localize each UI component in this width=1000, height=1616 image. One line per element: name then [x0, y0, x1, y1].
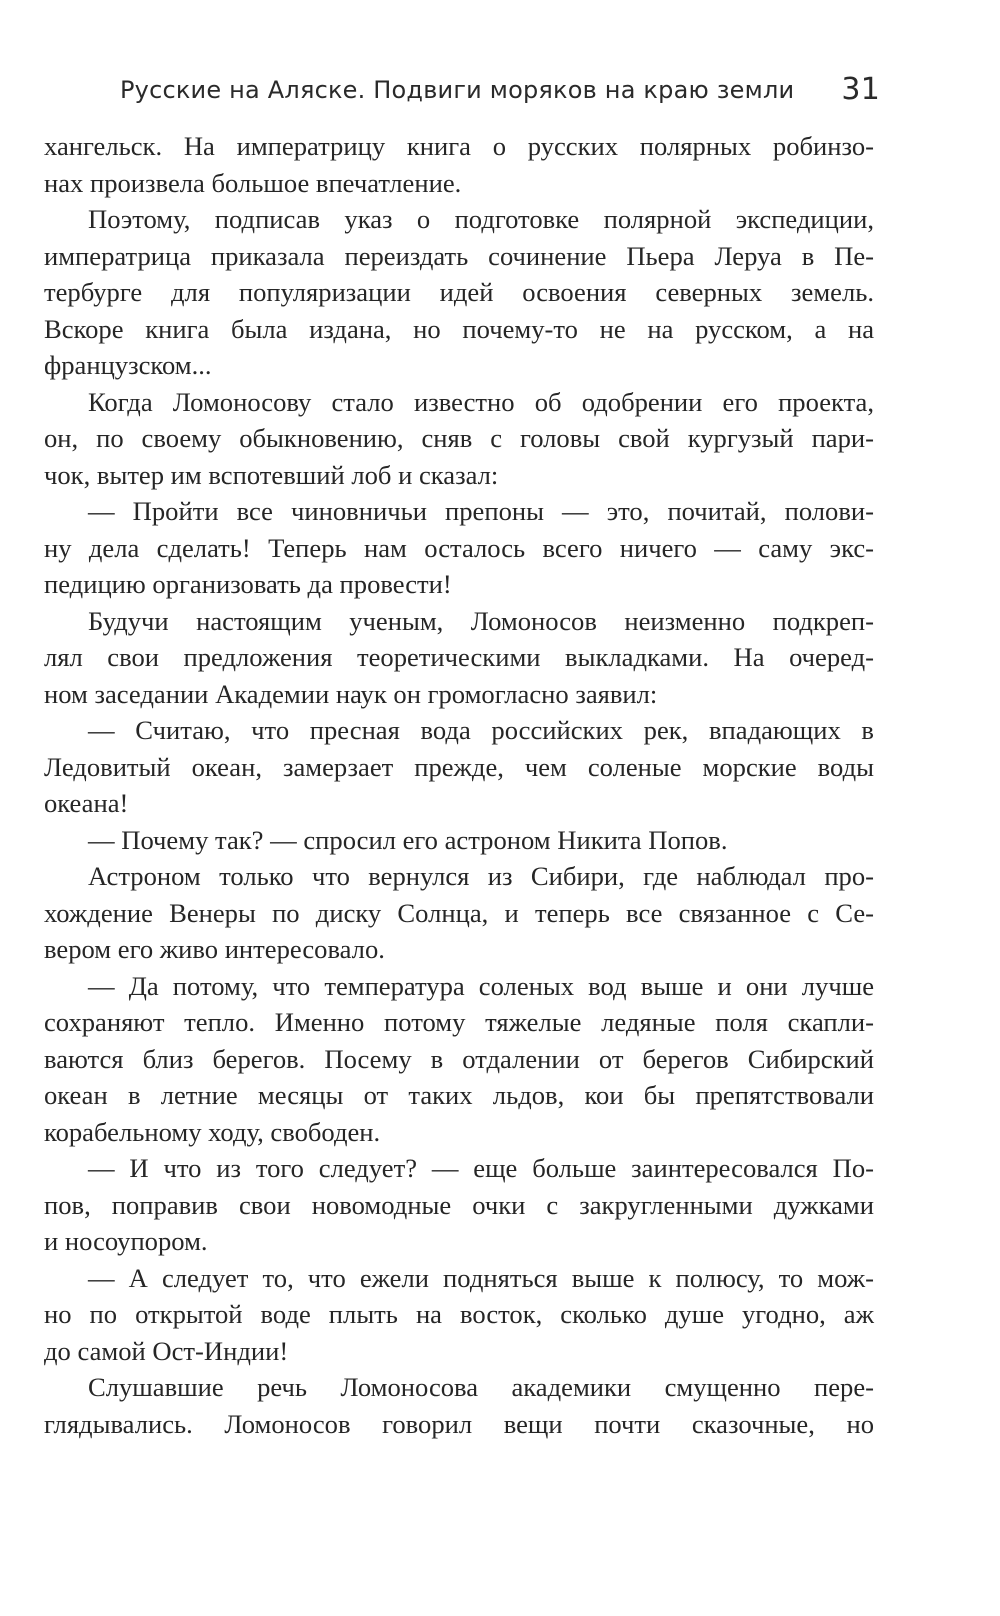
- text-line: Будучи настоящим ученым, Ломоносов неизменно подкреп-: [88, 605, 874, 636]
- text-line: Вскоре книга была издана, но почему-то не на русском, а на: [44, 313, 874, 344]
- text-line: — Считаю, что пресная вода российских рек, впадающих в: [88, 715, 874, 745]
- running-head: [120, 70, 880, 114]
- text-line: — И что из того следует? — еще больше заинтересовался По-: [88, 1153, 874, 1183]
- text-line: Когда Ломоносову стало известно об одобрении его проекта,: [88, 386, 874, 417]
- text-line: педицию организовать да провести!: [44, 569, 452, 599]
- text-line: хангельск. На императрицу книга о русских полярных робинзо-: [44, 131, 874, 161]
- text-line: тербурге для популяризации идей освоения северных земель.: [44, 277, 874, 307]
- text-line: Астроном только что вернулся из Сибири, где наблюдал про-: [88, 861, 874, 891]
- text-line: императрица приказала переиздать сочинение Пьера Леруа в Пе-: [44, 240, 874, 271]
- text-line: океана!: [44, 788, 129, 818]
- text-line: корабельному ходу, свободен.: [44, 1116, 381, 1147]
- text-line: Слушавшие речь Ломоносова академики смущенно пере-: [88, 1372, 874, 1402]
- text-line: ном заседании Академии наук он громогласно заявил:: [44, 678, 658, 709]
- text-line: ваются близ берегов. Посему в отдалении от берегов Сибирский: [44, 1043, 874, 1074]
- text-line: нах произвела большое впечатление.: [44, 167, 462, 198]
- text-line: чок, вытер им вспотевший лоб и сказал:: [44, 459, 499, 490]
- page-number: 31: [841, 72, 880, 107]
- text-line: но по открытой воде плыть на восток, сколько душе угодно, аж: [44, 1299, 874, 1329]
- text-line: глядывались. Ломоносов говорил вещи почти сказочные, но: [44, 1408, 874, 1439]
- text-line: — Да потому, что температура соленых вод выше и они лучше: [88, 970, 874, 1001]
- text-line: и носоупором.: [44, 1226, 208, 1256]
- body-text: [44, 128, 874, 1442]
- text-line: — Почему так? — спросил его астроном Никита Попов.: [88, 824, 728, 855]
- text-line: он, по своему обыкновению, сняв с головы свой кургузый пари-: [44, 423, 874, 453]
- text-line: французском...: [44, 350, 212, 380]
- text-line: ну дела сделать! Теперь нам осталось всего ничего — саму экс-: [44, 532, 874, 563]
- text-line: лял свои предложения теоретическими выкладками. На очеред-: [44, 642, 874, 672]
- text-line: — А следует то, что ежели подняться выше к полюсу, то мож-: [88, 1262, 874, 1293]
- text-line: океан в летние месяцы от таких льдов, кои бы препятствовали: [44, 1080, 874, 1110]
- text-line: вером его живо интересовало.: [44, 934, 385, 964]
- text-line: Ледовитый океан, замерзает прежде, чем соленые морские воды: [44, 751, 874, 782]
- text-line: пов, поправив свои новомодные очки с закругленными дужками: [44, 1189, 874, 1220]
- running-head-title: Русские на Аляске. Подвиги моряков на краю земли: [120, 76, 795, 104]
- text-line: хождение Венеры по диску Солнца, и теперь все связанное с Се-: [44, 897, 874, 928]
- text-line: до самой Ост-Индии!: [44, 1335, 289, 1366]
- text-line: сохраняют тепло. Именно потому тяжелые ледяные поля скапли-: [44, 1007, 874, 1037]
- text-line: Поэтому, подписав указ о подготовке полярной экспедиции,: [88, 204, 874, 234]
- text-line: — Пройти все чиновничьи препоны — это, почитай, полови-: [88, 496, 874, 526]
